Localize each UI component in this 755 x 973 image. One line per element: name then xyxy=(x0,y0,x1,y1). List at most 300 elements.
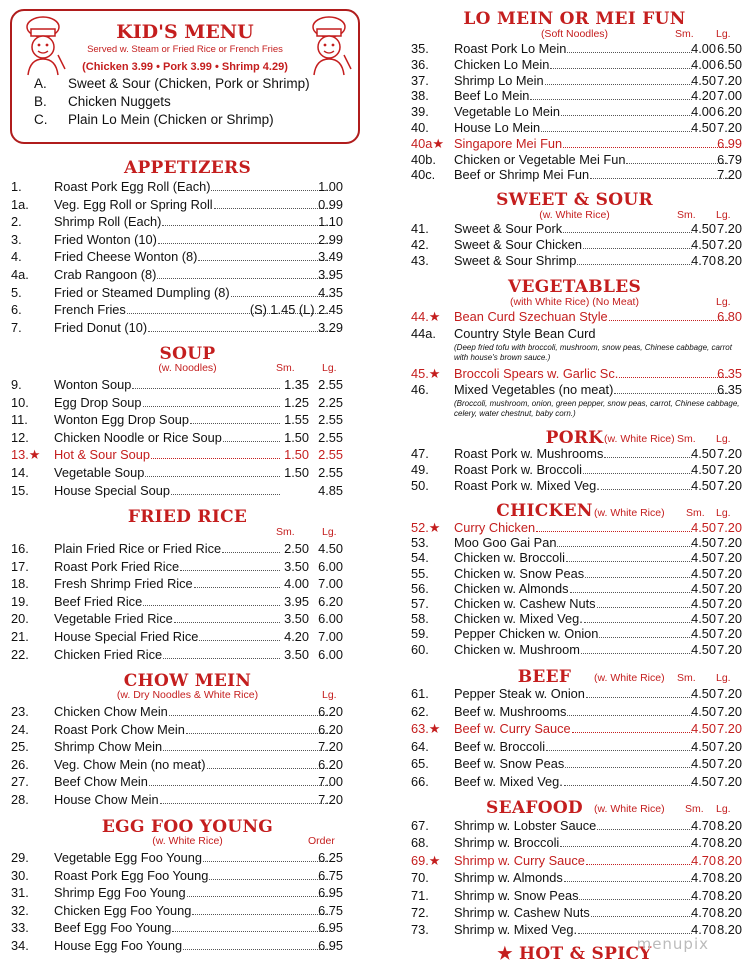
kids-menu-prices: (Chicken 3.99 • Pork 3.99 • Shrimp 4.29) xyxy=(82,61,288,73)
item-name: Vegetable Fried Rice xyxy=(54,611,173,627)
item-name: Chicken w. Mushroom xyxy=(454,641,580,657)
item-price-large: 6.20 xyxy=(717,104,742,120)
item-number: 54. xyxy=(411,550,429,566)
lo_mein-item xyxy=(411,136,742,152)
dot-leader xyxy=(550,58,692,69)
egg_foo_young-item xyxy=(11,885,343,901)
lo_mein-item xyxy=(411,152,742,168)
item-price: 6.20 xyxy=(318,704,343,719)
item-price: 3.29 xyxy=(318,319,343,335)
dot-leader xyxy=(597,597,692,608)
item-number: 40c. xyxy=(411,167,436,183)
item-number: 73. xyxy=(411,922,429,938)
soup-item xyxy=(11,447,343,463)
item-price-small: 4.50 xyxy=(691,565,716,581)
lo_mein-item xyxy=(411,167,742,183)
appetizers-item xyxy=(11,232,343,248)
item-number: 61. xyxy=(411,686,429,701)
dot-leader xyxy=(186,723,330,734)
dot-leader xyxy=(609,310,728,321)
item-name: House Chow Mein xyxy=(54,792,159,807)
item-name-line xyxy=(454,535,693,551)
dot-leader xyxy=(151,448,280,459)
item-name: Beef Chow Mein xyxy=(54,774,148,790)
pork-large-header: Lg. xyxy=(716,433,731,445)
item-name: Fried Cheese Wonton (8) xyxy=(54,249,198,265)
dot-leader xyxy=(223,431,280,442)
beef-item xyxy=(411,774,742,790)
item-price-large: 8.20 xyxy=(717,905,742,920)
soup-item xyxy=(11,412,343,428)
item-name: Chicken w. Cashew Nuts xyxy=(454,596,596,611)
item-price: 6.35 xyxy=(717,366,742,381)
chicken-large-header: Lg. xyxy=(716,507,731,519)
item-number: 19. xyxy=(11,593,29,609)
item-name: Hot & Sour Soup xyxy=(54,447,151,463)
fried_rice-item xyxy=(11,629,343,645)
item-name: Sweet & Sour Pork xyxy=(454,221,563,236)
dot-leader xyxy=(203,851,330,862)
egg_foo_young-item xyxy=(11,920,343,936)
dot-leader xyxy=(583,238,692,249)
item-price-small: 4.20 xyxy=(284,629,309,644)
item-price-large: 7.20 xyxy=(717,641,742,657)
item-name-line xyxy=(54,249,331,265)
chicken-item xyxy=(411,626,742,642)
item-name-line xyxy=(454,120,693,136)
item-number: 52.★ xyxy=(411,520,441,535)
item-number: 60. xyxy=(411,641,429,657)
item-price-large: 7.00 xyxy=(318,629,343,644)
item-name-line xyxy=(54,629,281,645)
item-number: 65. xyxy=(411,756,429,772)
item-price-large: 7.20 xyxy=(717,520,742,535)
item-name: Fried Wonton (10) xyxy=(54,231,157,247)
item-name: House Egg Foo Young xyxy=(54,938,183,953)
item-name: Plain Fried Rice or Fried Rice xyxy=(54,541,222,556)
item-price-large: 7.00 xyxy=(717,88,742,104)
dot-leader xyxy=(145,466,280,477)
sweet_sour-item xyxy=(411,221,742,237)
dot-leader xyxy=(192,904,330,915)
item-price-small: 4.70 xyxy=(691,852,716,868)
item-name: Beef Fried Rice xyxy=(54,593,143,609)
dot-leader xyxy=(536,521,692,532)
beef-item xyxy=(411,721,742,737)
egg_foo_young-item xyxy=(11,850,343,866)
item-number: 72. xyxy=(411,905,429,920)
item-price-small: 4.50 xyxy=(691,686,716,701)
item-name-line xyxy=(54,920,331,936)
fried_rice-item xyxy=(11,541,343,557)
vegetables-item xyxy=(411,366,742,382)
soup-item xyxy=(11,483,343,499)
dot-leader xyxy=(590,168,728,179)
item-price-large: 7.20 xyxy=(717,237,742,252)
kids-menu-item xyxy=(34,94,171,109)
item-name: Shrimp Egg Foo Young xyxy=(54,885,186,901)
item-price-small: 4.50 xyxy=(691,535,716,551)
item-number: 25. xyxy=(11,739,29,755)
appetizers-item xyxy=(11,249,343,265)
item-name-line xyxy=(454,853,693,869)
item-number: 40. xyxy=(411,120,429,135)
soup-small-header: Sm. xyxy=(276,362,295,374)
item-price-small: 3.50 xyxy=(284,646,309,662)
dot-leader xyxy=(143,595,280,606)
item-price-large: 6.79 xyxy=(717,151,742,167)
seafood-item xyxy=(411,905,742,921)
item-price-large: 8.20 xyxy=(717,887,742,903)
item-name: Shrimp w. Almonds xyxy=(454,870,563,886)
item-name: Plain Lo Mein (Chicken or Shrimp) xyxy=(68,112,274,127)
item-name: Chicken Fried Rice xyxy=(54,646,163,662)
kids-menu-title: KID'S MENU xyxy=(116,21,254,43)
beef-small-header: Sm. xyxy=(677,672,696,684)
item-number: 30. xyxy=(11,867,29,883)
dot-leader xyxy=(614,383,728,394)
item-name: Beef w. Mushrooms xyxy=(454,703,567,719)
item-price: 6.20 xyxy=(318,756,343,772)
soup-heading: SOUP xyxy=(159,344,216,364)
item-number: 38. xyxy=(411,88,429,104)
dot-leader xyxy=(143,396,280,407)
item-name: Shrimp Lo Mein xyxy=(454,72,544,88)
item-price-small: 4.50 xyxy=(691,580,716,596)
item-number: 7. xyxy=(11,319,22,335)
item-price: 6.95 xyxy=(318,885,343,901)
hot-spicy-heading: ★ HOT & SPICY xyxy=(497,944,652,964)
sweet_sour-item xyxy=(411,237,742,253)
item-name-line xyxy=(454,309,729,325)
soup-item xyxy=(11,465,343,481)
item-name-line xyxy=(454,57,693,73)
item-price-large: 7.20 xyxy=(717,611,742,627)
beef-subtitle: (w. White Rice) xyxy=(594,672,665,684)
chicken-item xyxy=(411,581,742,597)
item-name: Sweet & Sour Chicken xyxy=(454,237,583,252)
item-number: 62. xyxy=(411,703,429,719)
item-name-line xyxy=(54,465,281,481)
item-name: Crab Rangoon (8) xyxy=(54,267,157,282)
dot-leader xyxy=(577,254,692,265)
item-name-line xyxy=(454,626,693,642)
item-price-large: 6.50 xyxy=(717,41,742,56)
item-name-line xyxy=(54,647,281,663)
item-number: 13.★ xyxy=(11,447,41,463)
item-name-line xyxy=(454,774,693,790)
item-price-small: 3.50 xyxy=(284,558,309,574)
fried_rice-item xyxy=(11,594,343,610)
item-price-small: 4.50 xyxy=(691,756,716,772)
item-number: 41. xyxy=(411,221,429,236)
dot-leader xyxy=(604,447,692,458)
dot-leader xyxy=(564,775,692,786)
item-price: 7.20 xyxy=(318,739,343,755)
item-price-large: 4.85 xyxy=(318,482,343,498)
item-name: Sweet & Sour Shrimp xyxy=(454,253,577,268)
dot-leader xyxy=(572,722,692,733)
item-name-line xyxy=(454,905,693,921)
item-number: 10. xyxy=(11,394,29,410)
item-name: Chicken or Vegetable Mei Fun xyxy=(454,151,626,167)
dot-leader xyxy=(564,871,692,882)
item-name: Roast Pork w. Mushrooms xyxy=(454,446,604,461)
item-name-line xyxy=(454,721,693,737)
item-price: 6.80 xyxy=(717,309,742,324)
seafood-subtitle: (w. White Rice) xyxy=(594,803,665,815)
item-name: Vegetable Soup xyxy=(54,465,145,480)
seafood-item xyxy=(411,853,742,869)
item-name: Roast Pork Fried Rice xyxy=(54,558,180,574)
item-name-line xyxy=(454,253,693,269)
chicken-item xyxy=(411,596,742,612)
item-price-large: 2.55 xyxy=(318,412,343,428)
item-name-line xyxy=(54,757,331,773)
item-name: Roast Pork Egg Foo Young xyxy=(54,867,209,883)
item-name-line xyxy=(454,704,693,720)
item-price-large: 7.20 xyxy=(717,535,742,551)
item-price-small: 4.50 xyxy=(691,596,716,611)
soup-item xyxy=(11,430,343,446)
item-name-line xyxy=(454,642,693,658)
dot-leader xyxy=(557,536,692,547)
item-price-small: 1.35 xyxy=(284,377,309,392)
item-name-line xyxy=(54,903,331,919)
item-name-line xyxy=(454,382,729,398)
item-number: 20. xyxy=(11,611,29,627)
item-name-line xyxy=(54,320,331,336)
item-number: 2. xyxy=(11,214,22,230)
item-price-large: 8.20 xyxy=(717,835,742,851)
item-price-large: 7.20 xyxy=(717,221,742,236)
vegetables-large-header: Lg. xyxy=(716,296,731,308)
item-price-small: 4.50 xyxy=(691,626,716,642)
dot-leader xyxy=(172,921,330,932)
item-name: House Lo Mein xyxy=(454,120,541,135)
pork-subtitle: (w. White Rice) xyxy=(604,433,675,445)
item-price: 1.00 xyxy=(318,179,343,194)
egg_foo_young-item xyxy=(11,903,343,919)
appetizers-item xyxy=(11,320,343,336)
dot-leader xyxy=(160,793,330,804)
item-number: 67. xyxy=(411,818,429,833)
item-price-small: 4.50 xyxy=(691,774,716,789)
lo-mein-heading: LO MEIN OR MEI FUN xyxy=(463,9,686,29)
item-price-large: 7.20 xyxy=(717,596,742,611)
item-name: Beef w. Curry Sauce xyxy=(454,721,571,737)
item-number: 36. xyxy=(411,56,429,72)
item-price-small: 4.20 xyxy=(691,88,716,104)
dot-leader xyxy=(579,889,692,900)
item-name-line xyxy=(454,237,693,253)
item-name-line xyxy=(454,88,693,104)
item-price-small: 4.50 xyxy=(691,721,716,737)
item-number: 43. xyxy=(411,253,429,268)
item-name: Beef w. Broccoli xyxy=(454,738,546,754)
item-name: Egg Drop Soup xyxy=(54,394,142,410)
item-price-small: 4.50 xyxy=(691,703,716,719)
dot-leader xyxy=(599,627,692,638)
dot-leader xyxy=(222,542,280,553)
egg_foo_young-item xyxy=(11,868,343,884)
dot-leader xyxy=(563,222,692,233)
dot-leader xyxy=(597,819,692,830)
item-price-large: 7.20 xyxy=(717,72,742,88)
pork-heading: PORK xyxy=(545,428,604,448)
item-name: Chicken Egg Foo Young xyxy=(54,902,192,918)
dot-leader xyxy=(566,551,692,562)
dot-leader xyxy=(169,705,330,716)
item-name-line xyxy=(54,483,281,499)
item-number: A. xyxy=(34,76,47,91)
item-price-small: 4.70 xyxy=(691,922,716,938)
item-name-line xyxy=(454,739,693,755)
dot-leader xyxy=(162,215,330,226)
item-price-large: 8.20 xyxy=(717,253,742,268)
item-name-line xyxy=(454,581,693,597)
dot-leader xyxy=(601,479,692,490)
item-price-large: 7.20 xyxy=(717,686,742,701)
item-price-large: 2.55 xyxy=(318,377,343,392)
item-price-large: 7.20 xyxy=(717,550,742,566)
item-price-small: 4.50 xyxy=(691,237,716,252)
item-name-line xyxy=(454,686,693,702)
item-name-line xyxy=(54,430,281,446)
item-price-large: 6.20 xyxy=(318,593,343,609)
item-name-line xyxy=(454,818,693,834)
item-name: Curry Chicken xyxy=(454,520,536,535)
chicken-item xyxy=(411,566,742,582)
item-name: Pepper Steak w. Onion xyxy=(454,686,585,701)
appetizers-item xyxy=(11,214,343,230)
dot-leader xyxy=(591,906,692,917)
item-name: Fried or Steamed Dumpling (8) xyxy=(54,284,230,300)
item-number: 17. xyxy=(11,558,29,574)
appetizers-heading: APPETIZERS xyxy=(123,158,252,178)
egg_foo_young-item xyxy=(11,938,343,954)
item-price-small: 4.70 xyxy=(691,253,716,268)
item-price-large: 6.99 xyxy=(717,135,742,151)
dot-leader xyxy=(148,321,330,332)
item-number: 40a★ xyxy=(411,135,444,151)
item-description: (Broccoli, mushroom, onion, green pepper, snow peas, carrot, Chinese cabbage, celery, water chestnut, baby corn.) xyxy=(454,399,740,418)
item-name: Bean Curd Szechuan Style xyxy=(454,309,608,324)
item-name: Wonton Egg Drop Soup xyxy=(54,412,189,428)
item-name: Chicken Chow Mein xyxy=(54,704,168,719)
item-name-line xyxy=(54,541,281,557)
item-name-line xyxy=(54,232,331,248)
item-number: 22. xyxy=(11,646,29,662)
item-name-line xyxy=(54,774,331,790)
item-price-large: 2.25 xyxy=(318,394,343,410)
item-name: Roast Pork w. Mixed Veg. xyxy=(454,478,600,493)
item-price-large: 6.00 xyxy=(318,646,343,662)
item-number: 24. xyxy=(11,721,29,737)
item-price-large: 6.00 xyxy=(318,611,343,627)
item-price-small: 4.70 xyxy=(691,835,716,851)
item-name-line xyxy=(54,197,331,213)
item-name-line xyxy=(54,179,331,195)
item-name: House Special Fried Rice xyxy=(54,629,199,644)
item-price-large: 8.20 xyxy=(717,870,742,886)
item-number: 70. xyxy=(411,870,429,886)
dot-leader xyxy=(209,869,330,880)
item-name: Moo Goo Gai Pan xyxy=(454,535,557,551)
item-price: 6.20 xyxy=(318,721,343,737)
item-price-small: 3.95 xyxy=(284,593,309,609)
dot-leader xyxy=(584,612,692,623)
item-name: Roast Pork Lo Mein xyxy=(454,41,567,56)
chicken-small-header: Sm. xyxy=(686,507,705,519)
item-number: 68. xyxy=(411,835,429,851)
item-number: 32. xyxy=(11,902,29,918)
item-name: Shrimp w. Snow Peas xyxy=(454,887,579,903)
chow-mein-large-header: Lg. xyxy=(322,689,337,701)
item-name-line xyxy=(54,214,331,230)
vegetables-heading: VEGETABLES xyxy=(507,277,642,297)
seafood-item xyxy=(411,835,742,851)
item-name: Beef or Shrimp Mei Fun xyxy=(454,167,590,183)
item-price: 3.95 xyxy=(318,267,343,282)
item-number: 23. xyxy=(11,704,29,719)
item-number: 64. xyxy=(411,738,429,754)
item-name: Roast Pork Chow Mein xyxy=(54,721,185,737)
item-price-large: 2.55 xyxy=(318,447,343,463)
kids-menu-item xyxy=(34,76,310,91)
dot-leader xyxy=(183,939,330,950)
dot-leader xyxy=(546,740,692,751)
dot-leader xyxy=(214,198,330,209)
item-name-line xyxy=(454,566,693,582)
dot-leader xyxy=(578,923,692,934)
item-number: 28. xyxy=(11,792,29,807)
dot-leader xyxy=(199,630,280,641)
item-name-line xyxy=(454,870,693,886)
item-name-line xyxy=(54,704,331,720)
item-name-line xyxy=(54,576,281,592)
item-name: House Special Soup xyxy=(54,482,170,498)
item-price-large: 7.20 xyxy=(717,703,742,719)
soup-subtitle: (w. Noodles) xyxy=(158,362,217,374)
item-number: 44.★ xyxy=(411,309,441,324)
item-price: 7.20 xyxy=(318,792,343,807)
item-number: 39. xyxy=(411,104,429,120)
dot-leader xyxy=(163,740,330,751)
item-number: 6. xyxy=(11,302,22,318)
item-number: 4. xyxy=(11,249,22,265)
soup-large-header: Lg. xyxy=(322,362,337,374)
item-name-line xyxy=(454,462,693,478)
item-price-small: 4.50 xyxy=(691,120,716,135)
sweet-sour-large-header: Lg. xyxy=(716,209,731,221)
beef-item xyxy=(411,686,742,702)
item-number: 16. xyxy=(11,541,29,556)
item-price-large: 6.00 xyxy=(318,558,343,574)
item-name-line xyxy=(454,152,729,168)
dot-leader xyxy=(190,413,280,424)
sweet-sour-small-header: Sm. xyxy=(677,209,696,221)
item-price-small: 1.25 xyxy=(284,394,309,410)
pork-small-header: Sm. xyxy=(677,433,696,445)
item-price-small: 4.50 xyxy=(691,221,716,236)
item-price-large: 8.20 xyxy=(717,852,742,868)
item-number: 66. xyxy=(411,774,429,789)
item-number: 11. xyxy=(11,412,28,428)
fried_rice-item xyxy=(11,647,343,663)
item-name-line xyxy=(54,868,331,884)
item-name: Chicken Lo Mein xyxy=(454,56,550,72)
